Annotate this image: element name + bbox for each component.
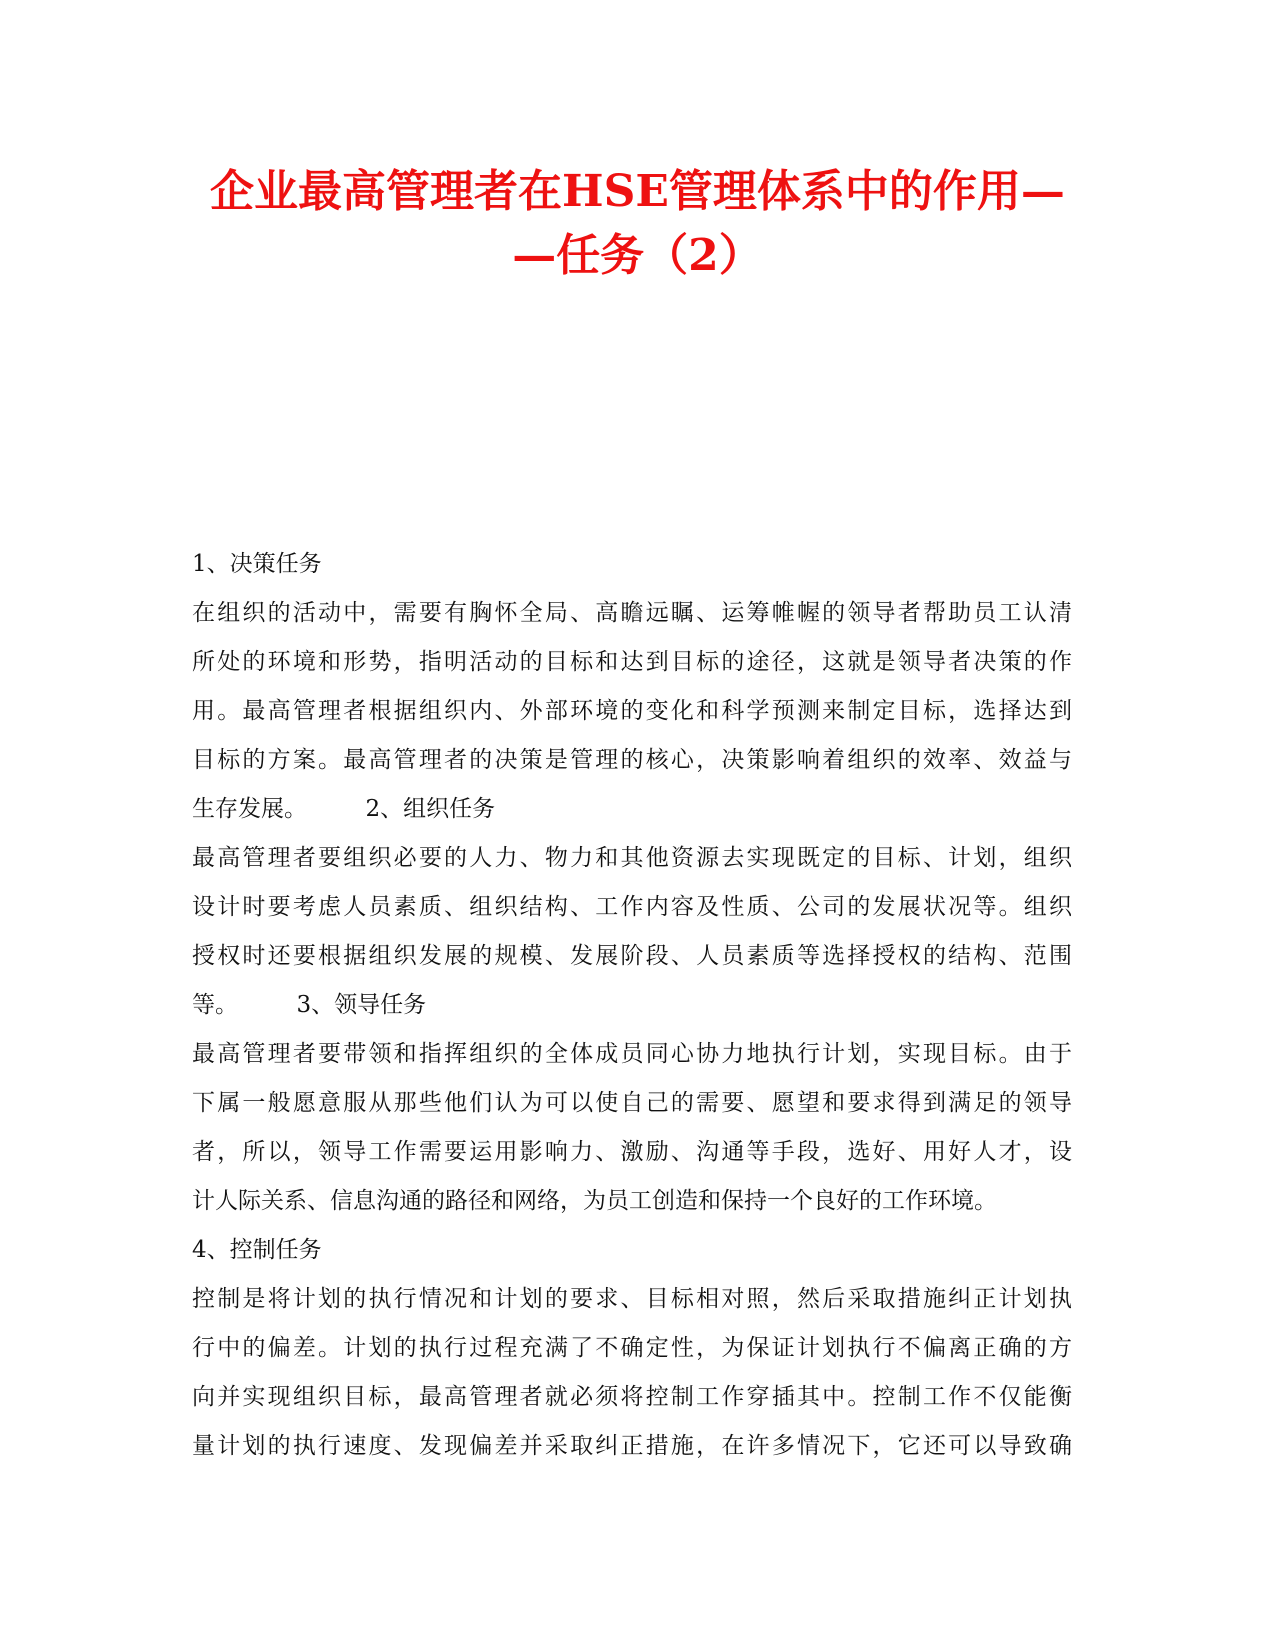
title-line-2: —任务（2） xyxy=(512,230,763,281)
body-line: 设计时要考虑人员素质、组织结构、工作内容及性质、公司的发展状况等。组织 xyxy=(192,894,1072,920)
body-line: 所处的环境和形势，指明活动的目标和达到目标的途径，这就是领导者决策的作 xyxy=(192,649,1072,675)
heading-decision-task: 1、决策任务 xyxy=(192,551,322,577)
body-line: 量计划的执行速度、发现偏差并采取纠正措施，在许多情况下，它还可以导致确 xyxy=(192,1433,1072,1459)
document-body xyxy=(192,540,1072,1471)
body-line: 行中的偏差。计划的执行过程充满了不确定性，为保证计划执行不偏离正确的方 xyxy=(192,1335,1072,1361)
document-title xyxy=(120,160,1155,288)
title-line-1: 企业最高管理者在HSE管理体系中的作用— xyxy=(210,166,1065,217)
body-line: 下属一般愿意服从那些他们认为可以使自己的需要、愿望和要求得到满足的领导 xyxy=(192,1090,1072,1116)
body-line: 目标的方案。最高管理者的决策是管理的核心，决策影响着组织的效率、效益与 xyxy=(192,747,1072,773)
heading-control-task: 4、控制任务 xyxy=(192,1237,322,1263)
body-line: 者，所以，领导工作需要运用影响力、激励、沟通等手段，选好、用好人才，设 xyxy=(192,1139,1072,1165)
body-line: 向并实现组织目标，最高管理者就必须将控制工作穿插其中。控制工作不仅能衡 xyxy=(192,1384,1072,1410)
body-line: 在组织的活动中，需要有胸怀全局、高瞻远瞩、运筹帷幄的领导者帮助员工认清 xyxy=(192,600,1072,626)
body-line: 最高管理者要带领和指挥组织的全体成员同心协力地执行计划，实现目标。由于 xyxy=(192,1041,1072,1067)
body-line: 计人际关系、信息沟通的路径和网络，为员工创造和保持一个良好的工作环境。 xyxy=(192,1188,997,1214)
body-line: 用。最高管理者根据组织内、外部环境的变化和科学预测来制定目标，选择达到 xyxy=(192,698,1072,724)
body-line: 最高管理者要组织必要的人力、物力和其他资源去实现既定的目标、计划，组织 xyxy=(192,845,1072,871)
body-line-with-organization-heading: 生存发展。 2、组织任务 xyxy=(192,796,496,822)
body-line-with-leadership-heading: 等。 3、领导任务 xyxy=(192,992,427,1018)
body-line: 控制是将计划的执行情况和计划的要求、目标相对照，然后采取措施纠正计划执 xyxy=(192,1286,1072,1312)
body-line: 授权时还要根据组织发展的规模、发展阶段、人员素质等选择授权的结构、范围 xyxy=(192,943,1072,969)
